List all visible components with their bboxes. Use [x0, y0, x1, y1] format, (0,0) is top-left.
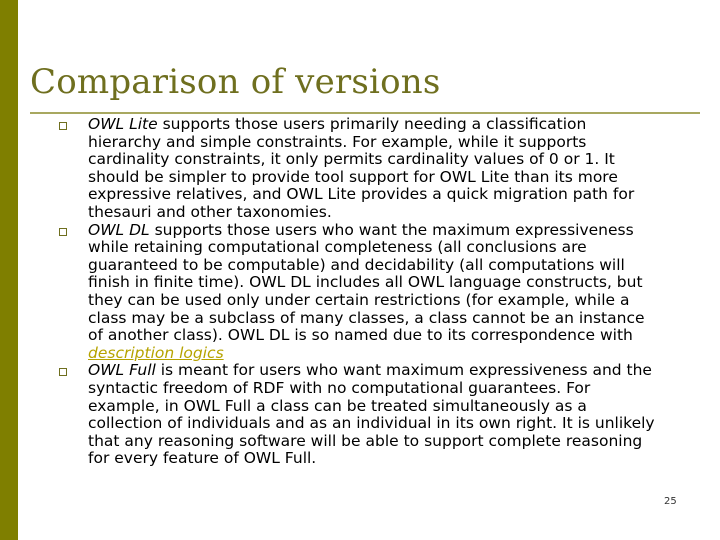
bullet-list: [57, 116, 662, 468]
bullet-owl-full: [57, 362, 662, 468]
left-accent-bar: [0, 0, 18, 540]
term-owl-lite: OWL Lite: [88, 115, 158, 133]
slide-number: 25: [664, 496, 677, 507]
bullet-owl-dl: [57, 222, 662, 363]
square-bullet-icon: [59, 228, 67, 236]
square-bullet-icon: [59, 368, 67, 376]
term-owl-full: OWL Full: [88, 361, 156, 380]
square-bullet-icon: [59, 122, 67, 130]
bullet-text-owl-dl: supports those users who want the maximum expressiveness while retaining computational completeness (all conclusions are guaranteed to be computable) and decidability (all computations will finish in finite time). OWL DL includes all OWL language constructs, but they can be used only under certain restrictions (for example, while a class may be a subclass of many classes, a class cannot be an instance of another class). OWL DL is so named due to its correspondence with: [88, 220, 645, 345]
slide-title: Comparison of versions: [30, 62, 441, 102]
bullet-owl-lite: [57, 116, 662, 222]
title-divider: [30, 112, 700, 114]
term-owl-dl: OWL DL: [88, 220, 150, 239]
description-logics-link[interactable]: description logics: [88, 343, 224, 362]
bullet-text-owl-lite: supports those users primarily needing a classification hierarchy and simple constraints. For example, while it supports cardinality constraints, it only permits cardinality values of 0 or 1. It should be simpler to provide tool support for OWL Lite than its more expressive relatives, and OWL Lite provides a quick migration path for thesauri and other taxonomies.: [88, 115, 635, 221]
bullet-text-owl-full: is meant for users who want maximum expressiveness and the syntactic freedom of RDF with no computational guarantees. For example, in OWL Full a class can be treated simultaneously as a collection of individuals and as an individual in its own right. It is unlikely that any reasoning software will be able to support complete reasoning for every feature of OWL Full.: [88, 361, 655, 468]
